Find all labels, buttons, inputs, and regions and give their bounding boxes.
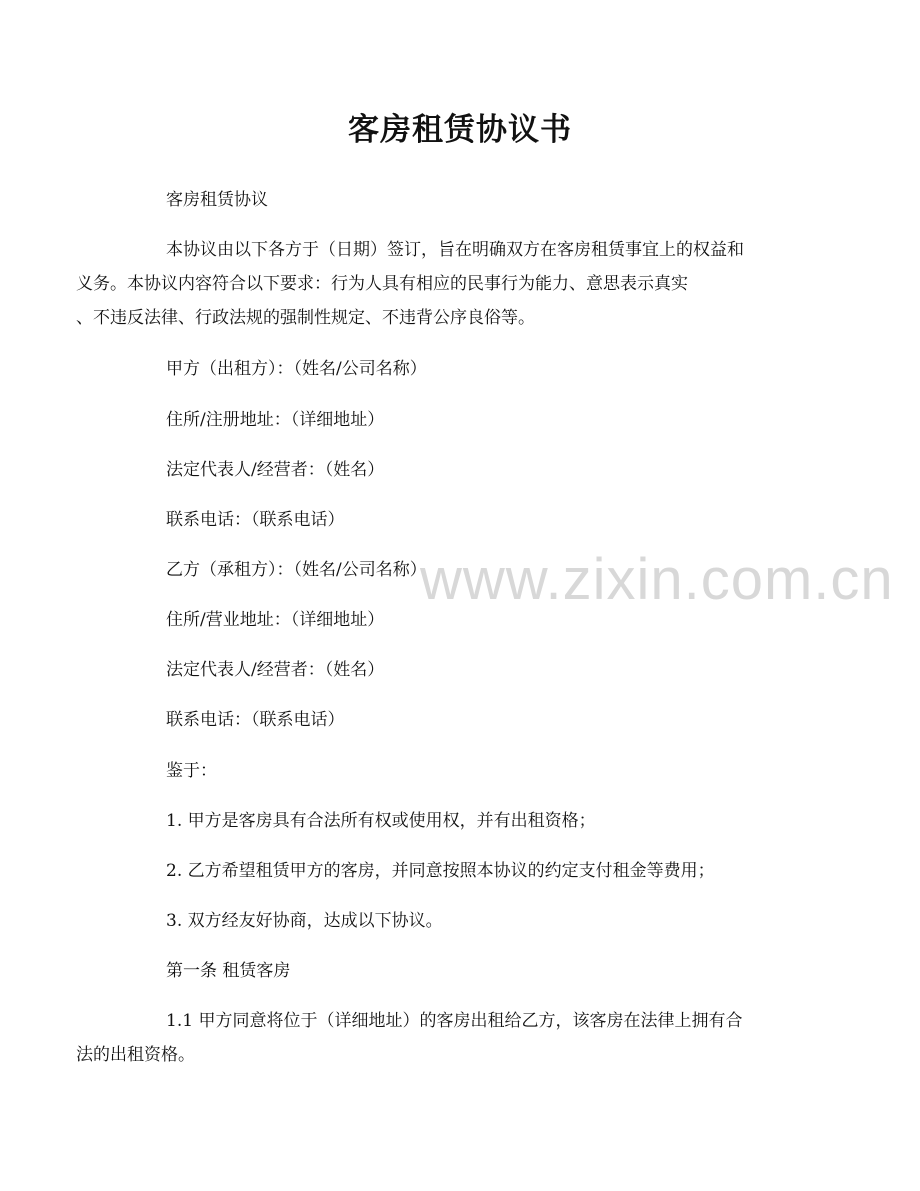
article-1-1-line: 法的出租资格。 (76, 1045, 195, 1065)
party-a-representative: 法定代表人/经营者：（姓名） (166, 460, 385, 480)
watermark-text: www.zixin.com.cn (420, 547, 894, 612)
document-subtitle: 客房租赁协议 (166, 190, 268, 210)
article-1-heading: 第一条 租赁客房 (166, 961, 291, 981)
party-b-name: 乙方（承租方）：（姓名/公司名称） (166, 560, 427, 580)
party-a-name: 甲方（出租方）：（姓名/公司名称） (166, 359, 427, 379)
document-title: 客房租赁协议书 (348, 112, 572, 148)
intro-paragraph (76, 233, 789, 335)
article-1-1-paragraph (76, 1004, 789, 1072)
whereas-item: 2. 乙方希望租赁甲方的客房，并同意按照本协议的约定支付租金等费用； (166, 861, 715, 881)
whereas-item: 1. 甲方是客房具有合法所有权或使用权，并有出租资格； (166, 811, 596, 831)
party-b-phone: 联系电话：（联系电话） (166, 710, 345, 730)
article-1-1-line: 1.1 甲方同意将位于（详细地址）的客房出租给乙方，该客房在法律上拥有合 (166, 1011, 743, 1031)
whereas-item: 3. 双方经友好协商，达成以下协议。 (166, 911, 443, 931)
intro-line: 义务。本协议内容符合以下要求：行为人具有相应的民事行为能力、意思表示真实 (76, 274, 688, 294)
party-a-address: 住所/注册地址：（详细地址） (166, 410, 385, 430)
party-b-representative: 法定代表人/经营者：（姓名） (166, 660, 385, 680)
party-b-address: 住所/营业地址：（详细地址） (166, 610, 385, 630)
whereas-heading: 鉴于： (166, 761, 217, 781)
intro-line: 本协议由以下各方于（日期）签订，旨在明确双方在客房租赁事宜上的权益和 (166, 240, 744, 260)
intro-line: 、不违反法律、行政法规的强制性规定、不违背公序良俗等。 (76, 308, 535, 328)
party-a-phone: 联系电话：（联系电话） (166, 510, 345, 530)
